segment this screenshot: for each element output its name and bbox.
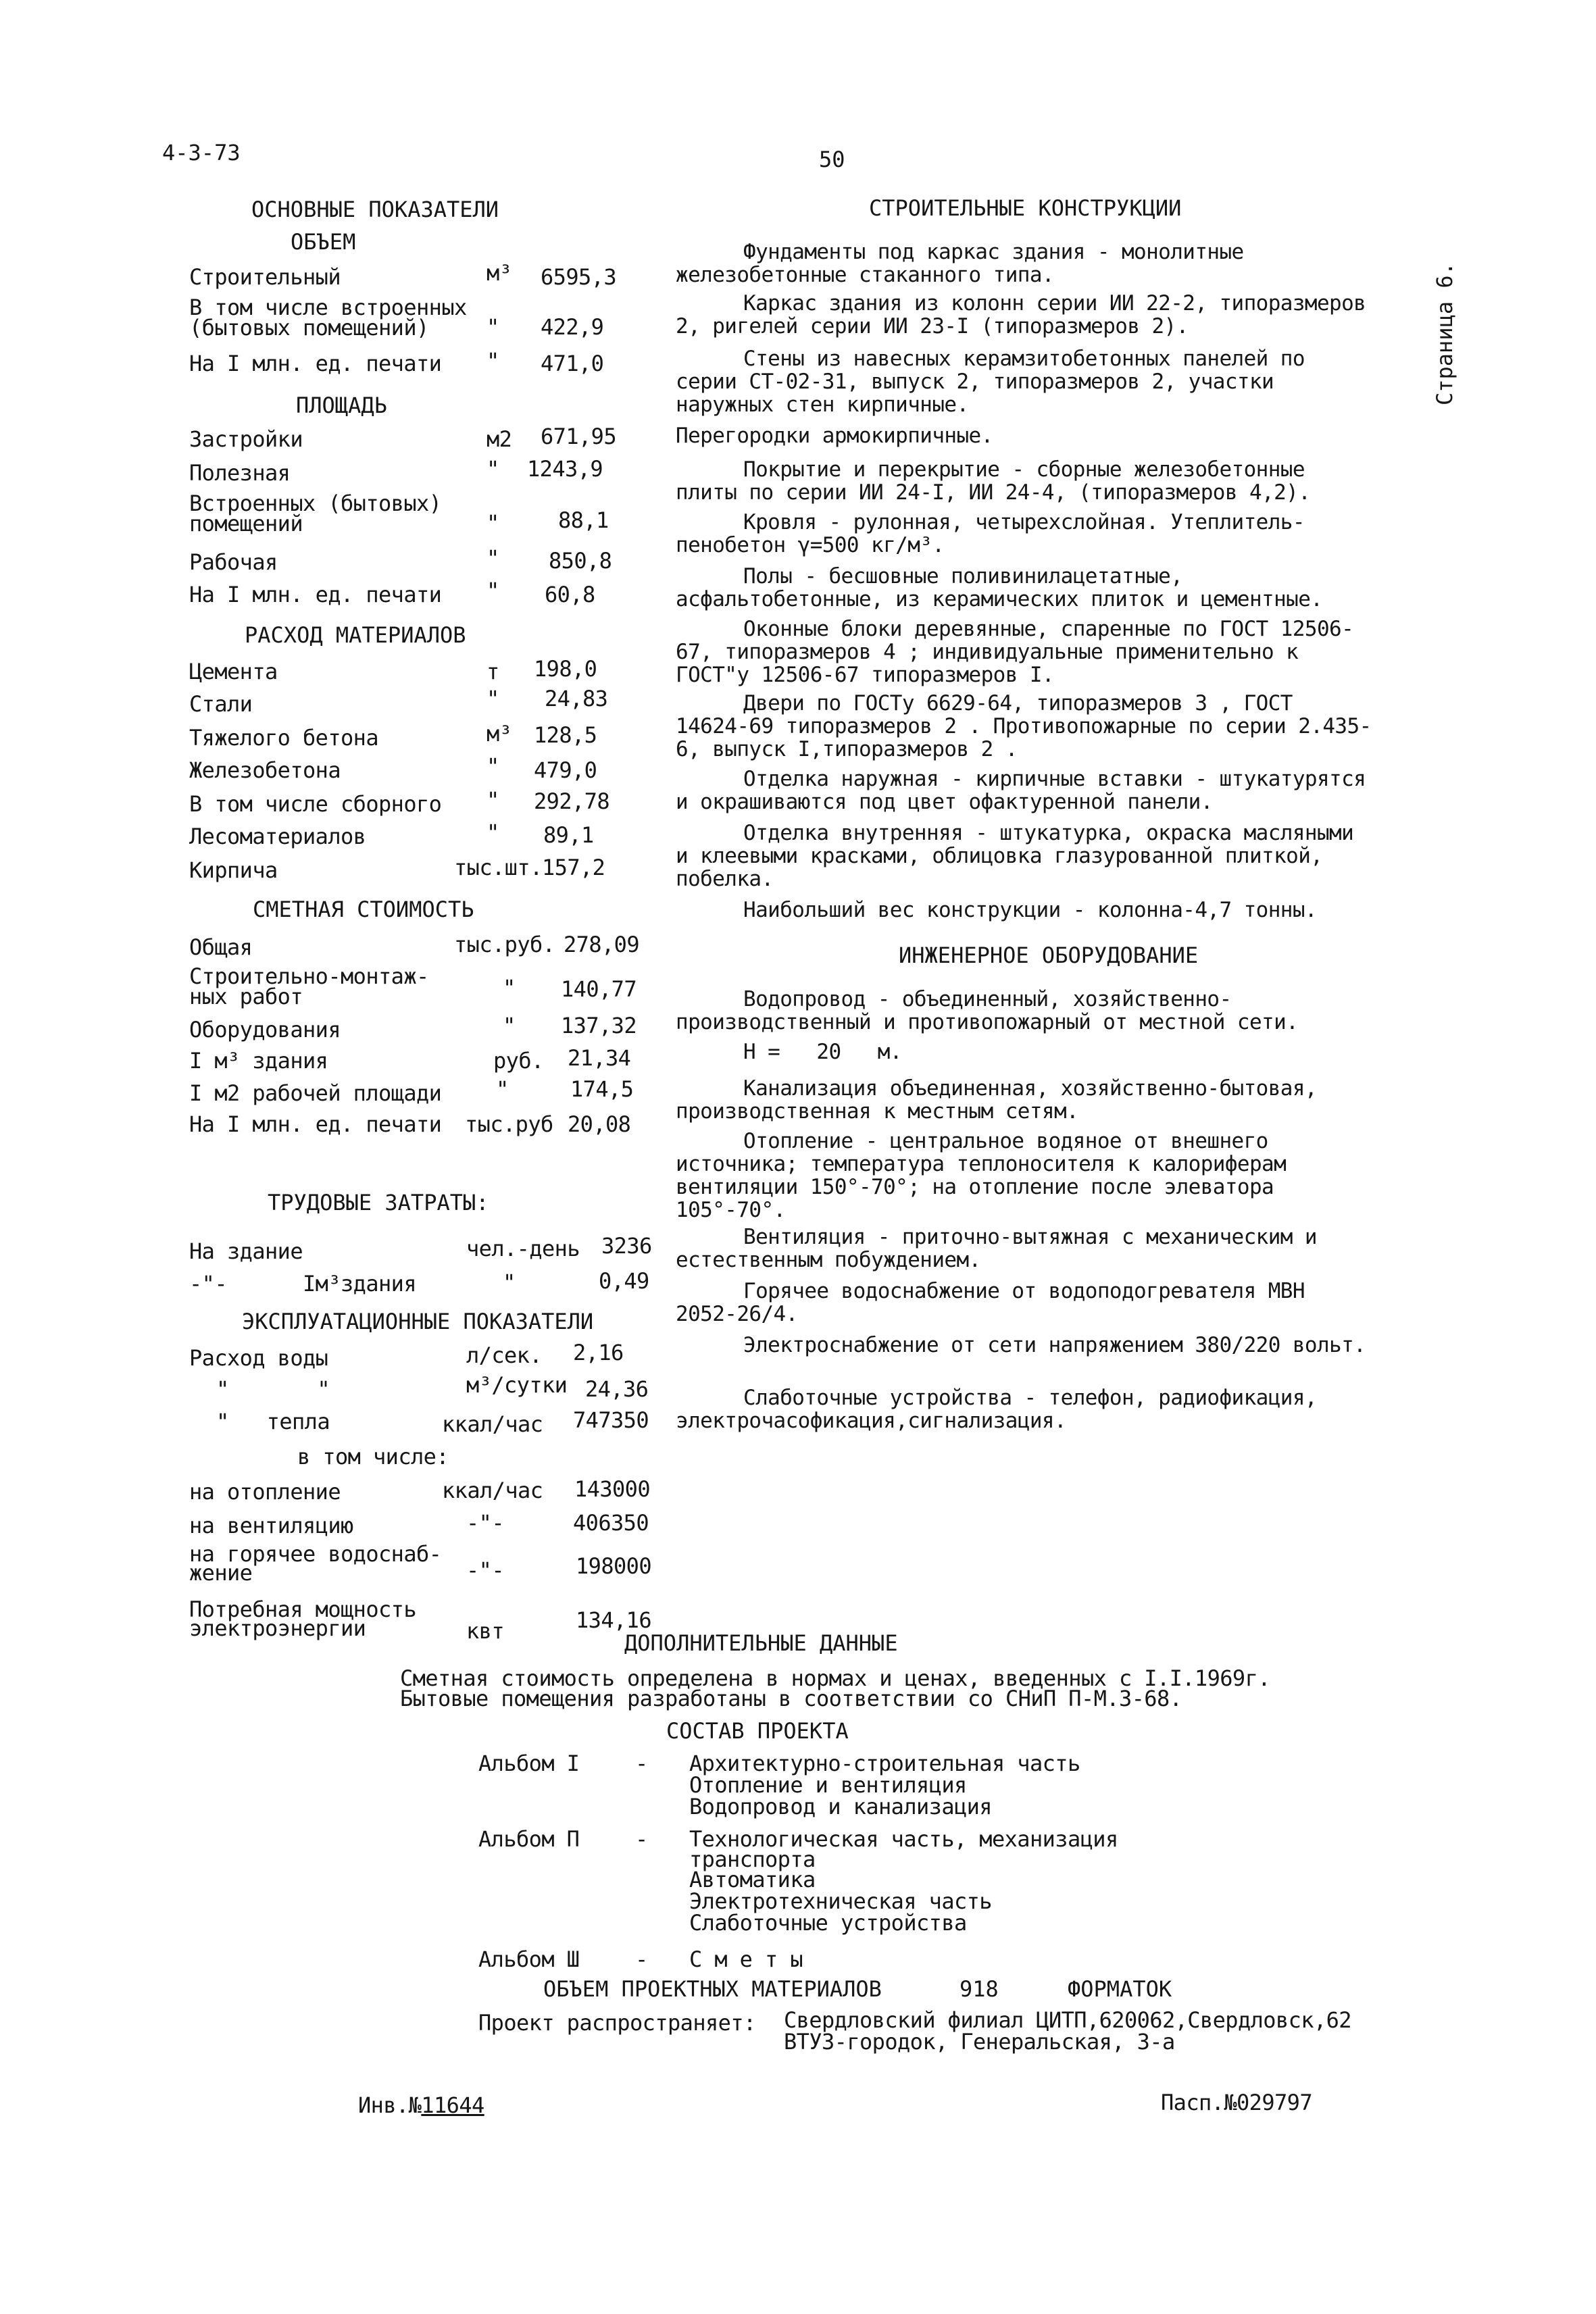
operation-row-label: на вентиляцию (189, 1513, 353, 1538)
cost-row-label: На I млн. ед. печати (189, 1111, 442, 1137)
area-title: ПЛОЩАДЬ (296, 393, 387, 418)
operation-row-unit: м³/сутки (466, 1372, 568, 1398)
structures-paragraph: Покрытие и перекрытие - сборные железобетонные плиты по серии ИИ 24-I, ИИ 24-4, (типоразмеров 4,2). (676, 457, 1311, 505)
passport-label: Пасп.№ (1161, 2090, 1237, 2115)
engineering-paragraph: Горячее водоснабжение от водоподогревателя МВН 2052-26/4. (676, 1279, 1305, 1326)
album-item: Архитектурно-строительная часть (689, 1751, 1080, 1776)
materials-row-unit: тыс.шт. (454, 855, 543, 880)
album-item: С м е т ы (689, 1946, 803, 1972)
materials-row-value: 128,5 (534, 722, 597, 748)
area-row-unit: " (487, 545, 499, 571)
page-number: 50 (819, 147, 845, 172)
distributor-line: ВТУЗ-городок, Генеральская, 3-а (784, 2029, 1175, 2055)
area-row-label: Рабочая (189, 549, 278, 575)
operation-row-value: 134,16 (576, 1607, 651, 1633)
volume-title: ОБЪЕМ (291, 229, 356, 255)
operation-row-value: 143000 (574, 1476, 650, 1502)
operation-row-value: 2,16 (573, 1340, 624, 1365)
cost-row-value: 20,08 (568, 1111, 631, 1137)
volume-row-label: На I млн. ед. печати (189, 351, 442, 376)
materials-row-unit: м³ (487, 721, 512, 747)
cost-row-label: Оборудования (189, 1017, 341, 1042)
cost-row-label: Общая (189, 934, 253, 960)
engineering-paragraph: Слаботочные устройства - телефон, радиофикация, электрочасофикация,сигнализация. (676, 1386, 1317, 1433)
operation-title: ЭКСПЛУАТАЦИОННЫЕ ПОКАЗАТЕЛИ (242, 1309, 594, 1334)
album-item: Технологическая часть, механизация (689, 1826, 1118, 1852)
cost-row-value: 174,5 (570, 1076, 634, 1102)
volume-row-unit: " (487, 314, 499, 340)
operation-subheading: в том числе: (297, 1444, 449, 1469)
structures-title: СТРОИТЕЛЬНЫЕ КОНСТРУКЦИИ (869, 195, 1182, 221)
album-dash: - (635, 1751, 648, 1776)
materials-row-unit: " (487, 787, 499, 813)
album-name: Альбом I (478, 1751, 580, 1776)
area-row-unit: " (487, 456, 499, 482)
engineering-paragraph: Отопление - центральное водяное от внешнего источника; температура теплоносителя к калориферам вентиляции 150°-70°; на отопление после элеватора 105°-70°. (676, 1129, 1287, 1222)
cost-row-label: I м2 рабочей площади (189, 1080, 442, 1106)
materials-row-value: 292,78 (534, 788, 609, 814)
engineering-paragraph: Водопровод - объединенный, хозяйственно-производственный и противопожарный от местной сети. (676, 987, 1299, 1034)
area-row-value: 60,8 (545, 582, 595, 607)
operation-row-label: на горячее водоснаб- жение (189, 1541, 442, 1586)
structures-paragraph: Стены из навесных керамзитобетонных панелей по серии СТ-02-31, выпуск 2, типоразмеров 2, участки наружных стен кирпичные. (676, 347, 1305, 417)
engineering-paragraph: Вентиляция - приточно-вытяжная с механическим и естественным побуждением. (676, 1225, 1317, 1272)
cost-row-label: I м³ здания (189, 1048, 328, 1074)
structures-paragraph: Полы - бесшовные поливинилацетатные, асфальтобетонные, из керамических плиток и цементные. (676, 564, 1323, 611)
additional-line: Сметная стоимость определена в нормах и ценах, введенных с I.I.1969г. (400, 1665, 1270, 1691)
cost-row-value: 137,32 (561, 1013, 637, 1038)
operation-row-value: 406350 (573, 1510, 649, 1536)
cost-title: СМЕТНАЯ СТОИМОСТЬ (253, 897, 474, 922)
area-row-label: Встроенных (бытовых) помещений (189, 491, 442, 536)
materials-row-value: 24,83 (545, 686, 608, 711)
operation-row-label: Потребная мощность электроэнергии (189, 1596, 416, 1641)
cost-row-value: 140,77 (561, 976, 637, 1002)
structures-paragraph: Кровля - рулонная, четырехслойная. Утеплитель-пенобетон γ=500 кг/м³. (676, 510, 1305, 557)
engineering-paragraph: Н = 20 м. (743, 1040, 902, 1064)
album-dash: - (635, 1946, 648, 1972)
materials-row-label: Лесоматериалов (189, 824, 366, 849)
volume-row-value: 422,9 (541, 314, 604, 340)
materials-row-label: Кирпича (189, 857, 278, 883)
materials-row-value: 89,1 (543, 822, 594, 848)
side-page-label: Страница 6. (1432, 262, 1457, 405)
labor-row-unit: чел.-день (466, 1236, 580, 1261)
materials-row-value: 157,2 (542, 855, 605, 880)
album-item: транспорта (689, 1846, 816, 1872)
area-row-unit: м2 (487, 426, 512, 452)
area-row-value: 1243,9 (527, 456, 603, 482)
album-item: Водопровод и канализация (689, 1794, 992, 1819)
document-code: 4-3-73 (162, 140, 241, 166)
project-volume-value: 918 (959, 1976, 999, 2002)
additional-title: ДОПОЛНИТЕЛЬНЫЕ ДАННЫЕ (624, 1630, 898, 1656)
volume-row-value: 471,0 (541, 351, 604, 376)
passport-number (1161, 2090, 1312, 2115)
operation-row-label: на отопление (189, 1479, 341, 1505)
project-volume-label: ОБЪЕМ ПРОЕКТНЫХ МАТЕРИАЛОВ (543, 1976, 882, 2002)
engineering-paragraph: Электроснабжение от сети напряжением 380/220 вольт. (743, 1333, 1366, 1357)
album-item: Автоматика (689, 1867, 816, 1892)
inventory-label: Инв.№ (358, 2092, 422, 2118)
composition-title: СОСТАВ ПРОЕКТА (666, 1718, 849, 1744)
materials-row-unit: " (487, 820, 499, 845)
cost-row-unit: тыс.руб. (454, 932, 555, 957)
area-row-label: Застройки (189, 426, 303, 452)
cost-row-label: Строительно-монтаж- ных работ (189, 963, 429, 1009)
materials-row-value: 479,0 (534, 757, 597, 783)
additional-line: Бытовые помещения разработаны в соответствии со СНиП П-М.3-68. (400, 1686, 1182, 1711)
inventory-value: 11644 (421, 2092, 484, 2118)
area-row-label: На I млн. ед. печати (189, 582, 442, 607)
area-row-value: 88,1 (558, 507, 609, 533)
materials-row-label: Стали (189, 691, 253, 717)
engineering-title: ИНЖЕНЕРНОЕ ОБОРУДОВАНИЕ (899, 942, 1199, 968)
structures-paragraph: Отделка наружная - кирпичные вставки - штукатурятся и окрашиваются под цвет офактуренной панели. (676, 767, 1366, 814)
cost-row-unit: тыс.руб (465, 1111, 553, 1137)
structures-paragraph: Каркас здания из колонн серии ИИ 22-2, типоразмеров 2, ригелей серии ИИ 23-I (типоразмеров 2). (676, 291, 1366, 338)
materials-row-label: Цемента (189, 659, 278, 684)
cost-row-unit: руб. (493, 1048, 544, 1074)
cost-row-unit: " (503, 975, 516, 1001)
engineering-paragraph: Канализация объединенная, хозяйственно-бытовая, производственная к местным сетям. (676, 1076, 1317, 1124)
inventory-number (358, 2093, 484, 2117)
project-volume-unit: ФОРМАТОК (1068, 1976, 1172, 2002)
labor-title: ТРУДОВЫЕ ЗАТРАТЫ: (268, 1190, 489, 1215)
album-name: Альбом Ш (478, 1946, 580, 1972)
area-row-value: 850,8 (549, 548, 612, 574)
operation-row-label: " " (216, 1376, 330, 1402)
album-item: Электротехническая часть (689, 1888, 992, 1914)
volume-row-unit: м³ (487, 260, 512, 286)
materials-row-label: В том числе сборного (189, 791, 442, 817)
volume-row-label: В том числе встроенных (бытовых помещений) (189, 295, 467, 341)
materials-row-unit: " (487, 686, 499, 711)
operation-row-unit: ккал/час (442, 1411, 543, 1437)
distributor-label: Проект распространяет: (478, 2010, 756, 2036)
materials-row-unit: " (487, 753, 499, 779)
cost-row-unit: " (496, 1076, 509, 1102)
labor-row-value: 3236 (601, 1233, 652, 1259)
album-item: Отопление и вентиляция (689, 1772, 967, 1798)
area-row-unit: " (487, 510, 499, 536)
operation-row-value: 24,36 (585, 1376, 649, 1402)
operation-row-unit: ккал/час (442, 1478, 543, 1503)
passport-value: 029797 (1237, 2090, 1312, 2115)
materials-row-label: Тяжелого бетона (189, 725, 378, 751)
labor-row-unit: " (503, 1269, 516, 1295)
area-row-label: Полезная (189, 460, 291, 486)
volume-row-unit: " (487, 348, 499, 374)
volume-row-value: 6595,3 (541, 264, 616, 290)
structures-paragraph: Фундаменты под каркас здания - монолитные железобетонные стаканного типа. (676, 240, 1244, 287)
album-dash: - (635, 1826, 648, 1852)
materials-row-label: Железобетона (189, 757, 341, 783)
structures-paragraph: Оконные блоки деревянные, спаренные по ГОСТ 12506-67, типоразмеров 4 ; индивидуальные применительно к ГОСТ"у 12506-67 типоразмеров I. (676, 617, 1354, 687)
materials-row-unit: т (487, 659, 499, 684)
structures-paragraph: Перегородки армокирпичные. (676, 424, 993, 448)
materials-title: РАСХОД МАТЕРИАЛОВ (245, 622, 466, 648)
operation-row-label: Расход воды (189, 1345, 328, 1371)
main-indicators-title: ОСНОВНЫЕ ПОКАЗАТЕЛИ (251, 197, 499, 222)
operation-row-unit: квт (466, 1618, 504, 1644)
labor-row-label: -"- Iм³здания (189, 1271, 416, 1297)
structures-paragraph: Наибольший вес конструкции - колонна-4,7 тонны. (743, 898, 1317, 922)
operation-row-label: " тепла (216, 1409, 330, 1434)
operation-row-unit: -"- (466, 1557, 504, 1583)
operation-row-value: 747350 (573, 1407, 649, 1433)
structures-paragraph: Двери по ГОСТу 6629-64, типоразмеров 3 , ГОСТ 14624-69 типоразмеров 2 . Противопожарные по серии 2.435-6, выпуск I,типоразмеров 2 . (676, 691, 1372, 761)
operation-row-value: 198000 (576, 1553, 651, 1579)
cost-row-value: 21,34 (568, 1045, 631, 1071)
area-row-unit: " (487, 578, 499, 603)
cost-row-value: 278,09 (564, 932, 639, 957)
structures-paragraph: Отделка внутренняя - штукатурка, окраска масляными и клеевыми красками, облицовка глазурованной плиткой, побелка. (676, 821, 1354, 891)
distributor-line: Свердловский филиал ЦИТП,620062,Свердловск,62 (784, 2007, 1351, 2033)
materials-row-value: 198,0 (534, 656, 597, 682)
album-name: Альбом П (478, 1826, 580, 1852)
labor-row-value: 0,49 (599, 1268, 649, 1294)
operation-row-unit: л/сек. (466, 1342, 542, 1368)
volume-row-label: Строительный (189, 264, 341, 290)
cost-row-unit: " (503, 1013, 516, 1038)
labor-row-label: На здание (189, 1238, 303, 1264)
area-row-value: 671,95 (541, 424, 616, 449)
album-item: Слаботочные устройства (689, 1910, 967, 1936)
operation-row-unit: -"- (466, 1510, 504, 1536)
